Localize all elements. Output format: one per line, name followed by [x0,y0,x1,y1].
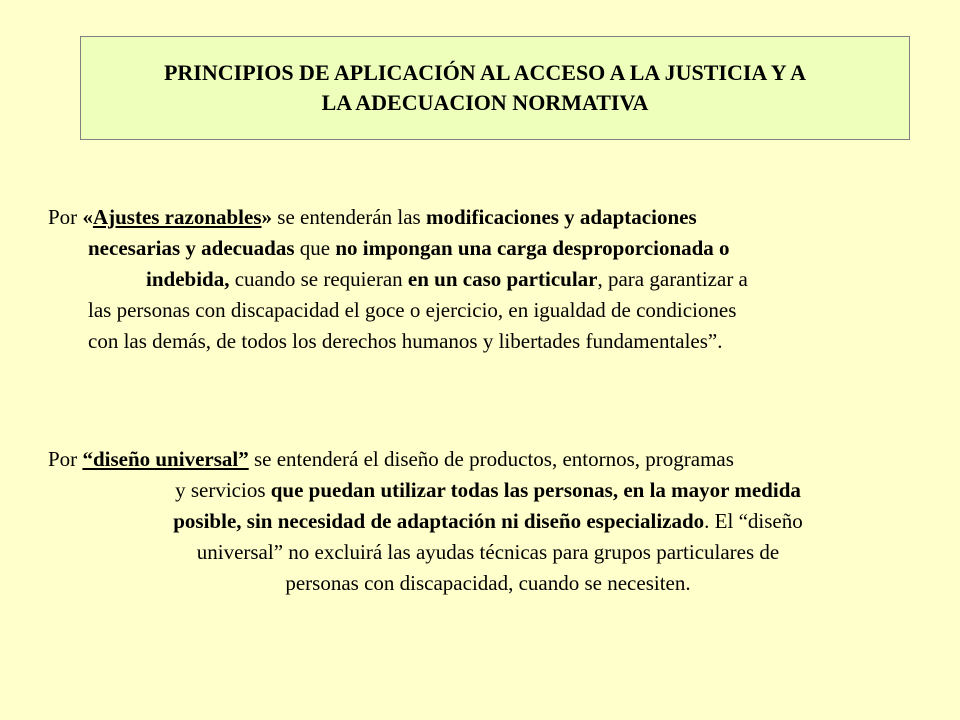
para1-line-4: las personas con discapacidad el goce o ejercicio, en igualdad de condiciones [88,298,737,322]
term-diseno-universal: “diseño universal” [82,447,249,471]
term-ajustes-razonables: Ajustes razonables [92,205,262,229]
para1-line-5: con las demás, de todos los derechos humanos y libertades fundamentales”. [88,329,723,353]
bold-run: » [261,205,273,229]
para2-line-3 [48,506,928,537]
text-run: que [294,236,336,260]
bold-run: « [82,205,93,229]
para1-line-1 [48,202,918,233]
text-run: , para garantizar a [597,267,748,291]
bold-run: modificaciones y adaptaciones [425,205,697,229]
text-run: se entenderán las [272,205,426,229]
text-run: cuando se requieran [229,267,408,291]
para2-line-5: personas con discapacidad, cuando se necesiten. [285,571,691,595]
para2-line-2 [48,475,928,506]
bold-run: no impongan una carga desproporcionada o [335,236,730,260]
bold-run: necesarias y adecuadas [88,236,295,260]
bold-run: que puedan utilizar todas las personas, en la mayor medida [270,478,801,502]
para2-line-1 [48,444,928,475]
title-line-2: LA ADECUACION NORMATIVA [321,90,649,115]
text-run: se entenderá el diseño de productos, entornos, programas [248,447,734,471]
text-run: y servicios [175,478,271,502]
title-box [80,36,910,140]
para1-line-3 [48,264,918,295]
text-run: Por [48,447,83,471]
paragraph-ajustes-razonables [48,202,918,357]
text-run: Por [48,205,83,229]
bold-run: posible, sin necesidad de adaptación ni diseño especializado [173,509,705,533]
paragraph-diseno-universal [48,444,928,599]
title-line-1: PRINCIPIOS DE APLICACIÓN AL ACCESO A LA JUSTICIA Y A [163,60,807,85]
text-run: . El “diseño [704,509,803,533]
bold-run: en un caso particular [407,267,598,291]
para1-line-2 [48,233,918,264]
slide-title [95,58,875,118]
bold-run: indebida, [146,267,230,291]
para2-line-4: universal” no excluirá las ayudas técnicas para grupos particulares de [196,540,780,564]
